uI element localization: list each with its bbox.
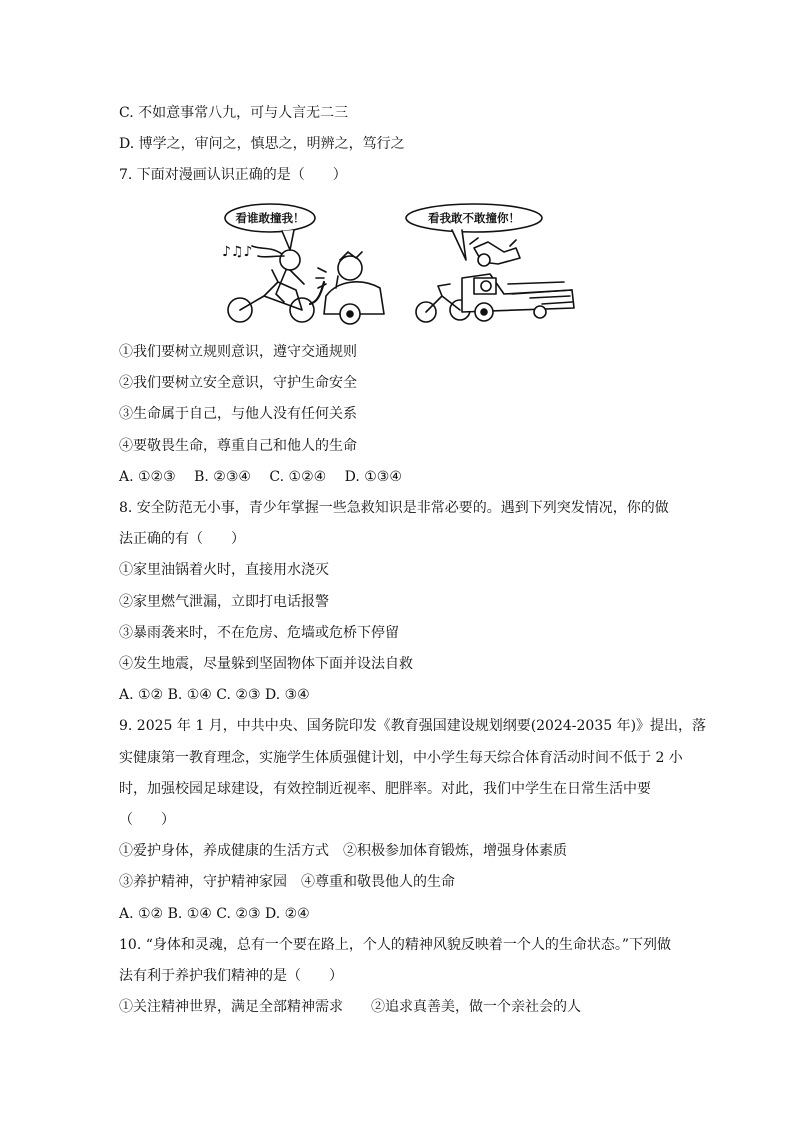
q9-stem-line4: （ ） [119, 812, 175, 828]
q9-stem-line3: 时，加强校园足球建设，有效控制近视率、肥胖率。对此，我们中学生在日常生活中要 [119, 781, 651, 797]
q7-option-1: ①我们要树立规则意识，遵守交通规则 [119, 344, 357, 360]
q7-cartoon [212, 198, 592, 330]
q8-option-3: ③暴雨袭来时，不在危房、危墙或危桥下停留 [119, 625, 399, 641]
left-bubble-text: 看谁敢撞我！ [235, 211, 305, 225]
q8-option-1: ①家里油锅着火时，直接用水浇灭 [119, 562, 329, 578]
q10-stem-line2: 法有利于养护我们精神的是（ ） [119, 968, 343, 984]
q7-stem: 7. 下面对漫画认识正确的是（ ） [119, 167, 347, 183]
q9-stem-line2: 实健康第一教育理念，实施学生体质强健计划，中小学生每天综合体育活动时间不低于 2 小 [119, 750, 683, 766]
q10-stem-line1: 10. “身体和灵魂，总有一个要在路上，个人的精神风貌反映着一个人的生命状态。”下列做 [119, 937, 672, 953]
q8-stem-line1: 8. 安全防范无小事，青少年掌握一些急救知识是非常必要的。遇到下列突发情况，你的做 [119, 500, 669, 516]
q7-option-2: ②我们要树立安全意识，守护生命安全 [119, 375, 357, 391]
q8-stem-line2: 法正确的有（ ） [119, 531, 245, 547]
q6-option-d: D. 博学之，审问之，慎思之，明辨之，笃行之 [119, 136, 405, 152]
q8-choices: A. ①② B. ①④ C. ②③ D. ③④ [119, 687, 310, 703]
q9-options-1-2: ①爱护身体，养成健康的生活方式 ②积极参加体育锻炼，增强身体素质 [119, 843, 567, 859]
driver-head [338, 256, 362, 280]
q8-option-4: ④发生地震，尽量躲到坚固物体下面并设法自救 [119, 656, 413, 672]
q9-stem-line1: 9. 2025 年 1 月，中共中央、国务院印发《教育强国建设规划纲要(2024-2035 年)》提出，落 [119, 718, 707, 734]
q6-option-c: C. 不如意事常八九，可与人言无二三 [119, 105, 349, 121]
q8-option-2: ②家里燃气泄漏，立即打电话报警 [119, 594, 329, 610]
svg-text:♪♫♪: ♪♫♪ [222, 244, 253, 260]
q7-option-3: ③生命属于自己，与他人没有任何关系 [119, 406, 357, 422]
girl-head [280, 250, 300, 270]
q7-option-4: ④要敬畏生命，尊重自己和他人的生命 [119, 438, 357, 454]
q9-choices: A. ①② B. ①④ C. ②③ D. ②④ [119, 906, 310, 922]
q9-options-3-4: ③养护精神，守护精神家园 ④尊重和敬畏他人的生命 [119, 874, 455, 890]
right-bubble-text: 看我敢不敢撞你！ [428, 211, 520, 225]
q10-options-1-2: ①关注精神世界，满足全部精神需求 ②追求真善美，做一个亲社会的人 [119, 999, 581, 1015]
q7-choices: A. ①②③ B. ②③④ C. ①②④ D. ①③④ [119, 469, 402, 485]
